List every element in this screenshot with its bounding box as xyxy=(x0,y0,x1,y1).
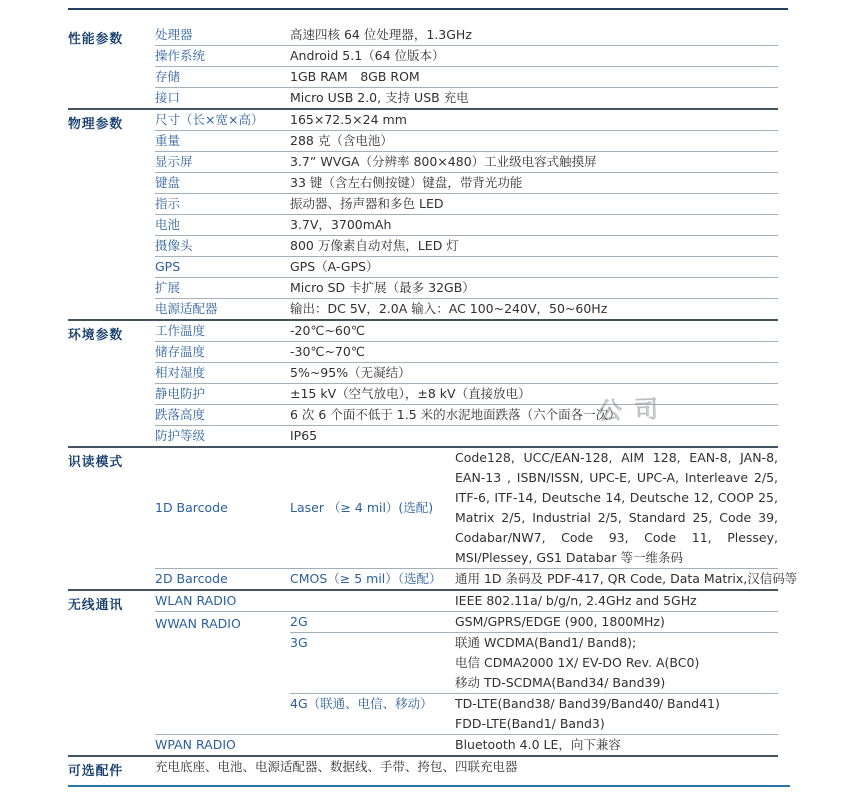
value-text: 高速四核 64 位处理器，1.3GHz xyxy=(290,27,472,42)
param-label: 扩展 xyxy=(155,280,181,295)
subparam-label: Laser （≥ 4 mil）(选配) xyxy=(290,500,434,515)
value-text: Code128, UCC/EAN-128, AIM 128, EAN-8, JAN-8, EAN-13 , ISBN/ISSN, UPC-E, UPC-A, Interleave 2/5, ITF-6, ITF-14, Deutsche 14, Deutsche 12, COOP 25, Matrix 2/5, Industrial 2/5, Standard 25, Code 39, Codabar/NW7, Code 93, Code 11, Plessey, MSI/Plessey, GS1 Databar 等一维条码 xyxy=(455,450,778,565)
value-text: -30℃~70℃ xyxy=(290,344,365,359)
value-text: 1GB RAM 8GB ROM xyxy=(290,69,420,84)
spec-row xyxy=(155,172,778,193)
value-text: 288 克（含电池） xyxy=(290,133,393,148)
value-text: Bluetooth 4.0 LE，向下兼容 xyxy=(455,737,621,752)
spec-row xyxy=(155,66,778,87)
value-text: 5%~95%（无凝结） xyxy=(290,365,411,380)
section-accessories xyxy=(68,755,778,779)
param-label: 存储 xyxy=(155,69,181,84)
value-line: 电信 CDMA2000 1X/ EV-DO Rev. A(BC0) xyxy=(455,655,700,670)
spec-row xyxy=(155,87,778,108)
watermark: 公司 xyxy=(597,394,671,426)
spec-row xyxy=(155,277,778,298)
top-rule xyxy=(68,8,788,10)
spec-row xyxy=(155,214,778,235)
spec-row xyxy=(155,425,778,446)
param-label: GPS xyxy=(155,259,181,274)
param-label: 处理器 xyxy=(155,27,193,42)
spec-row xyxy=(155,256,778,277)
category-label: 可选配件 xyxy=(68,764,124,779)
spec-row-1d-barcode xyxy=(155,448,778,568)
spec-row xyxy=(155,130,778,151)
param-label: 操作系统 xyxy=(155,48,206,63)
param-label: 显示屏 xyxy=(155,154,193,169)
subparam-label: 4G（联通、电信、移动） xyxy=(290,696,433,711)
value-text: -20℃~60℃ xyxy=(290,323,365,338)
value-text: 输出：DC 5V，2.0A 输入：AC 100~240V，50~60Hz xyxy=(290,301,608,316)
value-text: ±15 kV（空气放电），±8 kV（直接放电） xyxy=(290,386,531,401)
spec-row xyxy=(155,110,778,130)
spec-row xyxy=(155,383,778,404)
param-label: 2D Barcode xyxy=(155,571,228,586)
section-physical xyxy=(68,108,778,319)
spec-table xyxy=(68,25,798,779)
category-label: 物理参数 xyxy=(68,117,124,132)
spec-row xyxy=(155,362,778,383)
param-label: 相对湿度 xyxy=(155,365,206,380)
value-line: 移动 TD-SCDMA(Band34/ Band39) xyxy=(455,675,666,690)
spec-rowgroup-wwan xyxy=(155,611,778,734)
spec-row-3g xyxy=(290,632,778,693)
param-label: 键盘 xyxy=(155,175,181,190)
value-text xyxy=(455,633,778,693)
section-rows xyxy=(155,591,778,755)
spec-row xyxy=(155,298,778,319)
value-text: IEEE 802.11a/ b/g/n, 2.4GHz and 5GHz xyxy=(455,593,697,608)
value-text: 800 万像素自动对焦，LED 灯 xyxy=(290,238,459,253)
section-environment xyxy=(68,319,778,446)
category-label: 识读模式 xyxy=(68,455,124,470)
value-text: 165×72.5×24 mm xyxy=(290,112,407,127)
param-label: 电池 xyxy=(155,217,181,232)
param-label: 尺寸（长×宽×高） xyxy=(155,112,264,127)
spec-row-accessories xyxy=(155,757,778,777)
spec-row xyxy=(155,151,778,172)
value-text: Micro SD 卡扩展（最多 32GB） xyxy=(290,280,475,295)
section-rows xyxy=(155,110,778,319)
param-label: 静电防护 xyxy=(155,386,206,401)
category-label: 性能参数 xyxy=(68,32,124,47)
value-text: 3.7” WVGA（分辨率 800×480）工业级电容式触摸屏 xyxy=(290,154,597,169)
spec-row-wlan xyxy=(155,591,778,611)
section-rows xyxy=(155,25,778,108)
value-line: 联通 WCDMA(Band1/ Band8); xyxy=(455,635,637,650)
value-text: 充电底座、电池、电源适配器、数据线、手带、挎包、四联充电器 xyxy=(155,759,518,774)
bottom-rule xyxy=(68,785,790,787)
value-text: 振动器、扬声器和多色 LED xyxy=(290,196,444,211)
value-text xyxy=(455,694,778,734)
category-label: 环境参数 xyxy=(68,328,124,343)
spec-row-2g xyxy=(290,612,778,632)
section-wireless xyxy=(68,589,778,755)
value-text: 3.7V，3700mAh xyxy=(290,217,392,232)
value-line: FDD-LTE(Band1/ Band3) xyxy=(455,716,605,731)
wwan-subrows xyxy=(290,612,778,734)
spec-row xyxy=(155,193,778,214)
value-text: 通用 1D 条码及 PDF-417, QR Code, Data Matrix,汉信码等 xyxy=(455,571,798,586)
param-label: 电源适配器 xyxy=(155,301,218,316)
value-text: GPS（A-GPS） xyxy=(290,259,379,274)
param-label: 重量 xyxy=(155,133,181,148)
section-rows xyxy=(155,321,778,446)
value-text: 33 键（含左右侧按键）键盘，带背光功能 xyxy=(290,175,523,190)
subparam-label: CMOS（≥ 5 mil）（选配） xyxy=(290,571,442,586)
value-text: GSM/GPRS/EDGE (900, 1800MHz) xyxy=(455,614,665,629)
section-performance xyxy=(68,25,778,108)
value-text: Micro USB 2.0, 支持 USB 充电 xyxy=(290,90,469,105)
value-text: 6 次 6 个面不低于 1.5 米的水泥地面跌落（六个面各一次） xyxy=(290,407,621,422)
spec-row xyxy=(155,341,778,362)
value-text: IP65 xyxy=(290,428,318,443)
param-label: 1D Barcode xyxy=(155,500,228,515)
value-text: Android 5.1（64 位版本） xyxy=(290,48,445,63)
param-label: WWAN RADIO xyxy=(155,616,241,631)
subparam-label: 2G xyxy=(290,614,308,629)
section-rows xyxy=(155,448,798,589)
param-label: 指示 xyxy=(155,196,181,211)
category-label: 无线通讯 xyxy=(68,598,124,613)
param-label: 储存温度 xyxy=(155,344,206,359)
param-label: WPAN RADIO xyxy=(155,737,236,752)
section-scan-modes xyxy=(68,446,798,589)
param-label: 接口 xyxy=(155,90,181,105)
spec-row xyxy=(155,25,778,45)
param-label: 工作温度 xyxy=(155,323,206,338)
param-label: 跌落高度 xyxy=(155,407,206,422)
spec-row xyxy=(155,235,778,256)
section-rows xyxy=(155,757,778,779)
spec-row xyxy=(155,404,778,425)
spec-row-wpan xyxy=(155,734,778,755)
param-label: 防护等级 xyxy=(155,428,206,443)
spec-row xyxy=(155,321,778,341)
spec-row-4g xyxy=(290,693,778,734)
value-line: TD-LTE(Band38/ Band39/Band40/ Band41) xyxy=(455,696,720,711)
spec-row xyxy=(155,45,778,66)
param-label: WLAN RADIO xyxy=(155,593,237,608)
spec-row-2d-barcode xyxy=(155,568,798,589)
param-label: 摄像头 xyxy=(155,238,193,253)
subparam-label: 3G xyxy=(290,635,308,650)
